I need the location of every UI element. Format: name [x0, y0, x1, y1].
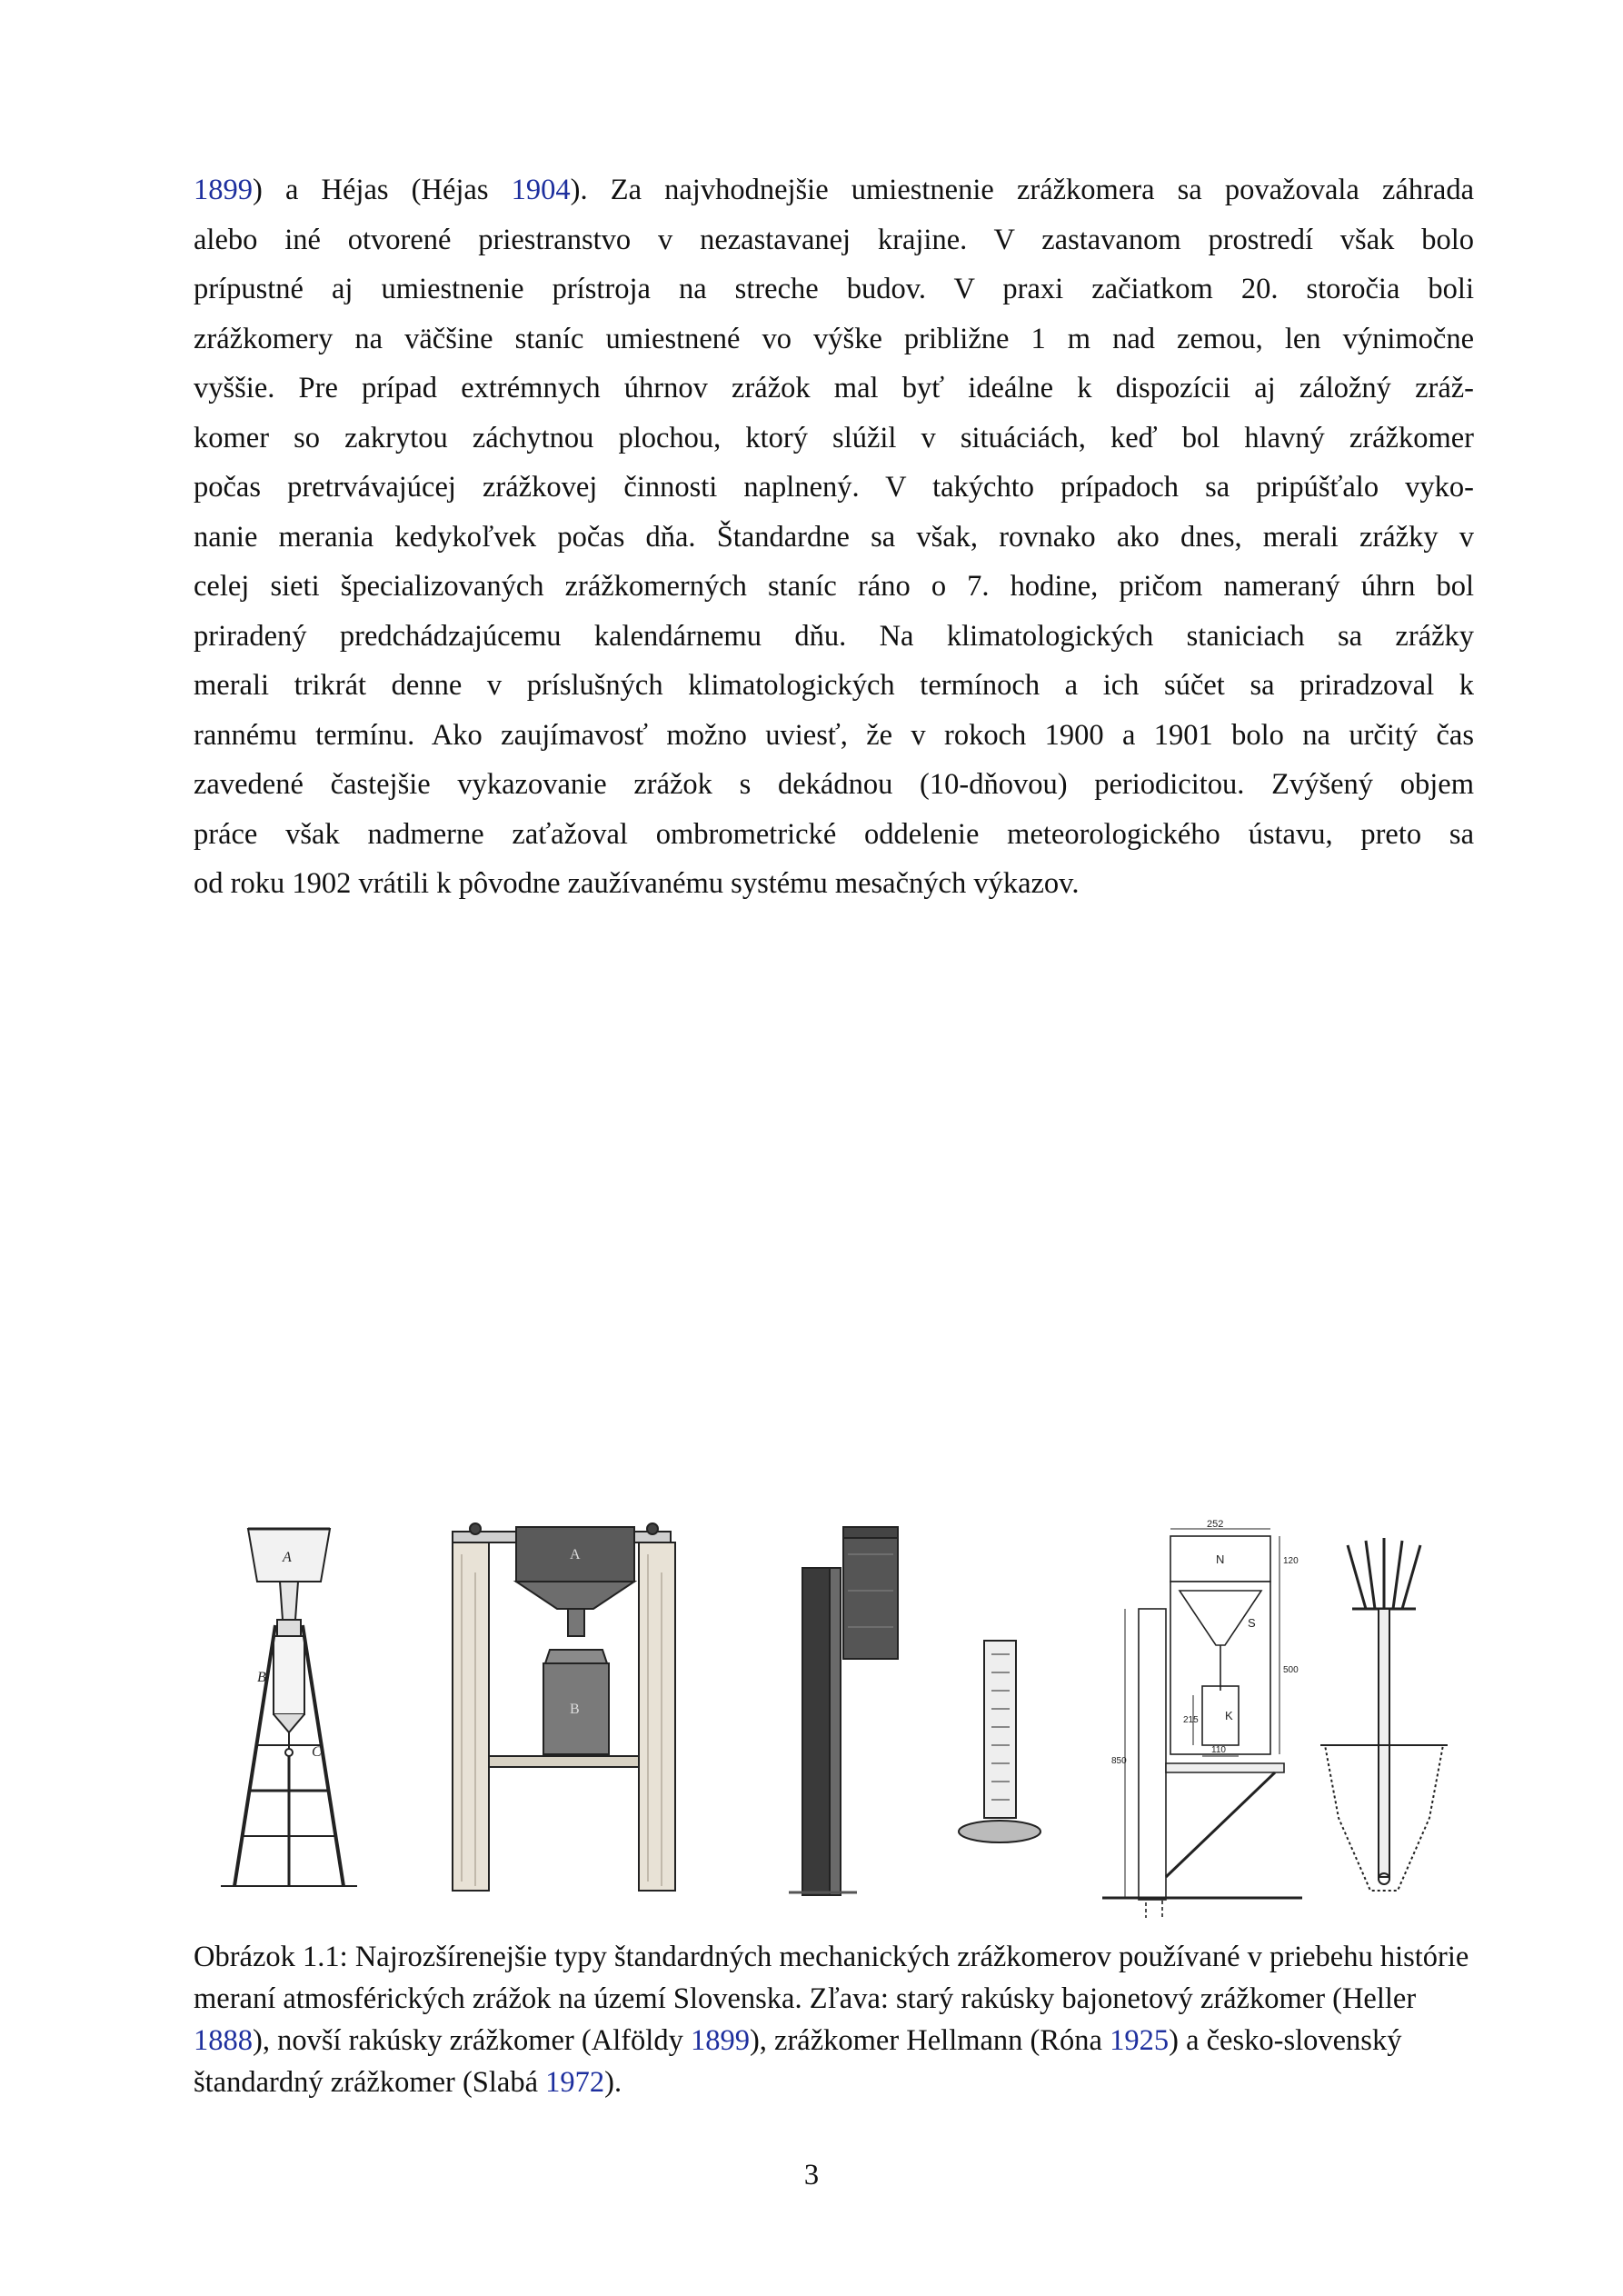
text-line [194, 215, 1474, 265]
text-segment: priradený predchádzajúcemu kalendárnemu dňu. Na klimatologických staniciach sa zrážky [194, 619, 1474, 653]
figure-caption [194, 1936, 1474, 2103]
page-number: 3 [803, 2159, 820, 2191]
dimension-850: 850 [1111, 1756, 1127, 1766]
dimension-252: 252 [1207, 1519, 1224, 1530]
text-segment: zavedené častejšie vykazovanie zrážok s dekádnou (10-dňovou) periodicitou. Zvýšený objem [194, 768, 1474, 801]
gauge-1-bayonet [221, 1529, 357, 1886]
gauge-1-label-a: A [283, 1550, 292, 1565]
text-line [194, 314, 1474, 364]
citation-link[interactable]: 1972 [545, 2066, 605, 2099]
caption-text: ), novší rakúsky zrážkomer (Alföldy [253, 2024, 691, 2057]
text-line [194, 513, 1474, 563]
gauge-4-czechoslovak [1102, 1519, 1302, 1918]
text-segment: zrážkomery na väčšine staníc umiestnené vo výške približne 1 m nad zemou, len výnimočne [194, 322, 1474, 355]
text-segment: alebo iné otvorené priestranstvo v nezastavanej krajine. V zastavanom prostredí však bolo [194, 223, 1474, 256]
citation-link[interactable]: 1888 [194, 2024, 253, 2057]
text-line [194, 562, 1474, 612]
text-segment: prípustné aj umiestnenie prístroja na streche budov. V praxi začiatkom 20. storočia boli [194, 273, 1474, 305]
text-segment: ) a Héjas (Héjas [253, 174, 512, 206]
text-segment: rannému termínu. Ako zaujímavosť možno uviesť, že v rokoch 1900 a 1901 bolo na určitý čas [194, 718, 1474, 752]
gauge-4-label-k: K [1225, 1709, 1233, 1722]
caption-text: ), zrážkomer Hellmann (Róna [749, 2024, 1110, 2057]
text-line [194, 810, 1474, 860]
text-line [194, 414, 1474, 464]
text-segment: ). Za najvhodnejšie umiestnenie zrážkomera sa považovala záhrada [570, 174, 1474, 206]
text-segment: počas pretrvávajúcej zrážkovej činnosti naplnený. V takýchto prípadoch sa pripúšťalo vyko- [194, 471, 1474, 504]
caption-text: Najrozšírenejšie typy štandardných mechanických zrážkomerov používané v priebehu histórie meraní atmosférických zrážok na území Slovenska. Zľava: starý rakúsky bajonetový zrážkomer (Heller [194, 1941, 1469, 2015]
text-segment: nanie merania kedykoľvek počas dňa. Štandardne sa však, rovnako ako dnes, merali zrážky v [194, 520, 1474, 554]
text-segment: merali trikrát denne v príslušných klimatologických termínoch a ich súčet sa priradzoval k [194, 669, 1474, 702]
dimension-215: 215 [1183, 1715, 1199, 1725]
text-line [194, 364, 1474, 414]
gauge-1-label-b: B [257, 1670, 266, 1685]
text-line [194, 760, 1474, 810]
caption-label: Obrázok 1.1: [194, 1941, 348, 1973]
text-segment: vyššie. Pre prípad extrémnych úhrnov zrážok mal byť ideálne k dispozícii aj záložný zráž- [194, 372, 1474, 404]
gauge-2-label-b: B [570, 1702, 580, 1717]
text-segment: celej sieti špecializovaných zrážkomerných staníc ráno o 7. hodine, pričom nameraný úhrn bol [194, 570, 1474, 603]
text-line [194, 165, 1474, 215]
text-line [194, 612, 1474, 662]
citation-link[interactable]: 1899 [690, 2024, 750, 2057]
gauge-3-hellmann [789, 1527, 1041, 1895]
gauge-4-label-n: N [1216, 1552, 1225, 1566]
citation-link[interactable]: 1899 [194, 174, 253, 206]
citation-link[interactable]: 1925 [1110, 2024, 1170, 2057]
gauge-2-austrian [453, 1523, 675, 1891]
text-segment: práce však nadmerne zaťažoval ombrometrické oddelenie meteorologického ústavu, preto sa [194, 817, 1474, 851]
rain-gauge-figure [194, 1518, 1474, 1918]
dimension-120: 120 [1283, 1556, 1299, 1566]
rain-gauge-illustrations [194, 1518, 1474, 1918]
gauge-4-label-s: S [1248, 1616, 1256, 1630]
dimension-500: 500 [1283, 1665, 1299, 1675]
gauge-1-label-c: C [312, 1744, 322, 1760]
text-line [194, 265, 1474, 314]
text-segment: od roku 1902 vrátili k pôvodne zaužívanému systému mesačných výkazov. [194, 867, 1080, 900]
gauge-5-stake [1320, 1538, 1448, 1891]
text-line [194, 711, 1474, 761]
text-line [194, 859, 1474, 909]
caption-text: ) a česko-slovenský štandardný zrážkomer (Slabá [194, 2024, 1402, 2099]
dimension-110: 110 [1211, 1745, 1226, 1755]
text-line [194, 661, 1474, 711]
caption-text: ). [604, 2066, 622, 2099]
text-segment: komer so zakrytou záchytnou plochou, ktorý slúžil v situáciách, keď bol hlavný zrážkomer [194, 421, 1474, 454]
gauge-2-label-a: A [570, 1547, 581, 1562]
citation-link[interactable]: 1904 [511, 174, 571, 206]
text-line [194, 463, 1474, 513]
body-paragraph [194, 165, 1474, 909]
